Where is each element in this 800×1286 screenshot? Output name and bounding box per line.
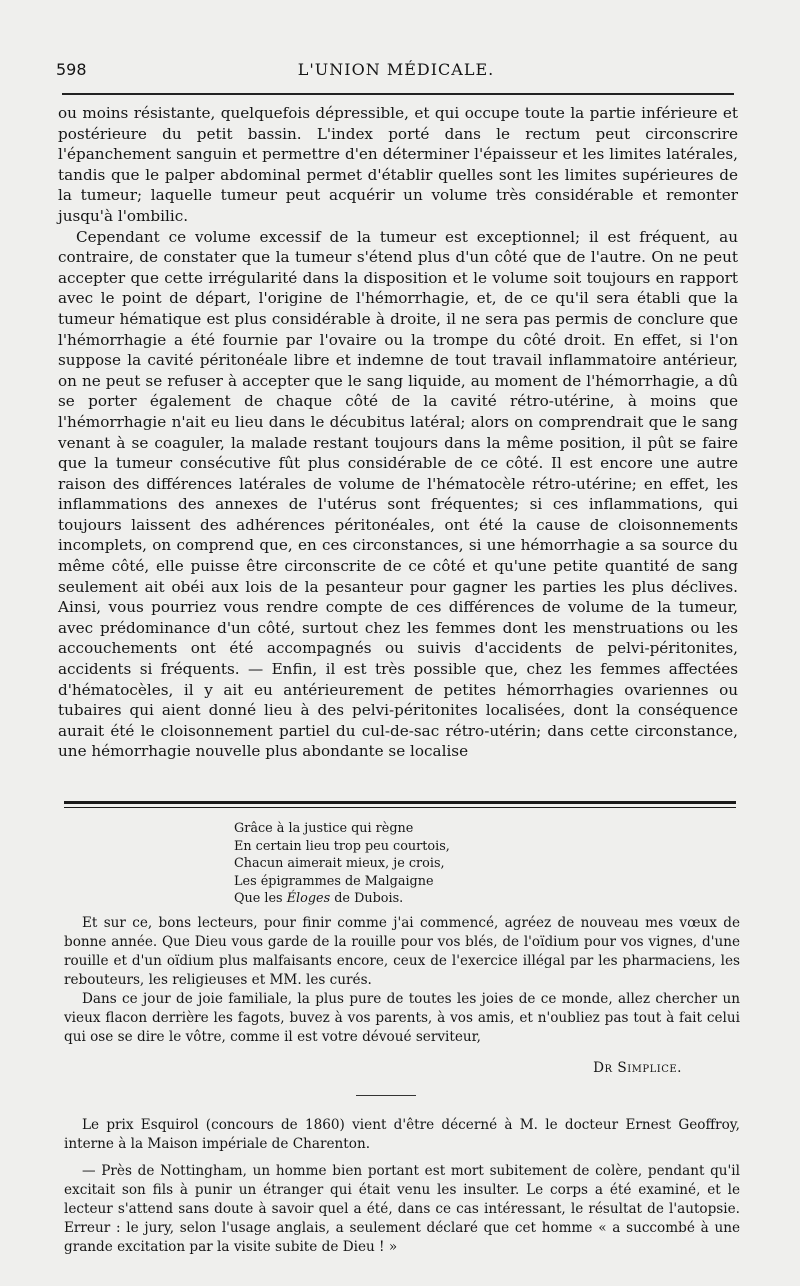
closing-paragraph: Et sur ce, bons lecteurs, pour finir comme j'ai commencé, agréez de nouveau mes vœux de bonne année. Que Dieu vous garde de la rouille pour vos blés, de l'oïdium pour vos vignes, d'une rouille et d'un oïdium plus malfaisants encore, ceux de l'exercice illégal par les pharmaciens, les rebouteurs, les religieuses et MM. les curés. (64, 915, 740, 988)
signature: Dr Simplice. (593, 1060, 682, 1076)
poem-line-italic: Éloges (286, 891, 331, 906)
page-number: 598 (56, 60, 87, 79)
news-section (64, 1116, 740, 1257)
poem-line: Grâce à la justice qui règne (234, 821, 414, 836)
news-item: Le prix Esquirol (concours de 1860) vient d'être décerné à M. le docteur Ernest Geoffroy, interne à la Maison impériale de Charenton. (64, 1117, 740, 1152)
poem-line: Les épigrammes de Malgaigne (234, 873, 434, 889)
poem-line: En certain lieu trop peu courtois, (234, 838, 450, 854)
closing-text (64, 914, 740, 1047)
poem (234, 820, 554, 908)
poem-line: Chacun aimerait mieux, je crois, (234, 856, 445, 871)
closing-paragraph: Dans ce jour de joie familiale, la plus pure de toutes les joies de ce monde, allez chercher un vieux flacon derrière les fagots, buvez à vos parents, à vos amis, et n'oubliez pas tout à fait celui qui ose se dire le vôtre, comme il est votre dévoué serviteur, (64, 991, 740, 1045)
poem-line (234, 890, 554, 908)
running-title: L'UNION MÉDICALE. (297, 60, 495, 79)
poem-line-prefix: Que les (234, 891, 287, 906)
feuilleton-separator (64, 801, 736, 808)
poem-line-suffix: de Dubois. (330, 891, 404, 906)
news-item: — Près de Nottingham, un homme bien portant est mort subitement de colère, pendant qu'il excitait son fils à punir un étranger qui était venu les insulter. Le corps a été examiné, et le lecteur s'attend sans doute à savoir quel a été, dans ce cas intéressant, le résultat de l'autopsie. Erreur : le jury, selon l'usage anglais, a seulement déclaré que cet homme « a succombé à une grande excitation par la visite subite de Dieu ! » (64, 1163, 740, 1255)
page-header (56, 60, 736, 86)
header-rule (62, 93, 734, 95)
article-paragraph: ou moins résistante, quelquefois dépressible, et qui occupe toute la partie inférieure et postérieure du petit bassin. L'index porté dans le rectum peut circonscrire l'épanchement sanguin et permettre d'en déterminer l'épaisseur et les limites latérales, tandis que le palper abdominal permet d'établir quelles sont les limites supérieures de la tumeur; laquelle tumeur peut acquérir un volume très considérable et remonter jusqu'à l'ombilic. (58, 104, 738, 225)
article-paragraph: Cependant ce volume excessif de la tumeur est exceptionnel; il est fréquent, au contraire, de constater que la tumeur s'étend plus d'un côté que de l'autre. On ne peut accepter que cette irrégularité dans la disposition et le volume soit toujours en rapport avec le point de départ, l'origine de l'hémorrhagie, et, de ce qu'il sera établi que la tumeur hématique est plus considérable à droite, il ne sera pas permis de conclure que l'hémorrhagie a été fournie par l'ovaire ou la trompe du côté droit. En effet, si l'on suppose la cavité péritonéale libre et indemne de tout travail inflammatoire antérieur, on ne peut se refuser à accepter que le sang liquide, au moment de l'hémorrhagie, a dû se porter également de chaque côté de la cavité rétro-utérine, à moins que l'hémorrhagie n'ait eu lieu dans le décubitus latéral; alors on comprendrait que le sang venant à se coaguler, la malade restant toujours dans la même position, il pût se faire que la tumeur consécutive fût plus considérable de ce côté. Il est encore une autre raison des différences latérales de volume de l'hématocèle rétro-utérine; en effet, les inflammations des annexes de l'utérus sont fréquentes; si ces inflammations, qui toujours laissent des adhérences péritonéales, ont été la cause de cloisonnements incomplets, on comprend que, en ces circonstances, si une hémorrhagie a sa source du même côté, elle puisse être circonscrite de ce côté et qu'une petite quantité de sang seulement ait obéi aux lois de la pesanteur pour gagner les parties les plus déclives. Ainsi, vous pourriez vous rendre compte de ces différences de volume de la tumeur, avec prédominance d'un côté, surtout chez les femmes dont les menstruations ou les accouchements ont été accompagnés ou suivis d'accidents de pelvi-péritonites, accidents si fréquents. — Enfin, il est très possible que, chez les femmes affectées d'hématocèles, il y ait eu antérieurement de petites hémorrhagies ovariennes ou tubaires qui aient donné lieu à des pelvi-péritonites localisées, dont la conséquence aurait été le cloisonnement partiel du cul-de-sac rétro-utérin; dans cette circonstance, une hémorrhagie nouvelle plus abondante se localise (58, 227, 738, 761)
short-separator (356, 1095, 416, 1096)
article-body (58, 103, 738, 762)
